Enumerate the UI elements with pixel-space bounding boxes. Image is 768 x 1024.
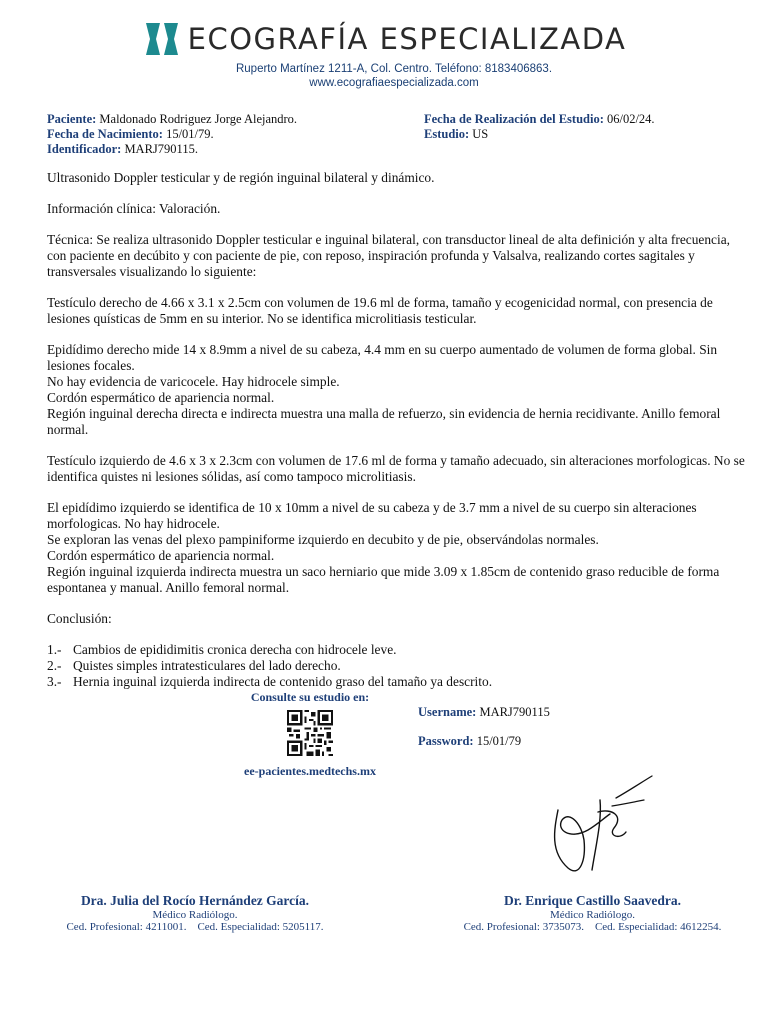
study-date-row	[424, 112, 655, 127]
doctor-name: Dra. Julia del Rocío Hernández García.	[80, 893, 310, 908]
doctor-name: Dr. Enrique Castillo Saavedra.	[504, 893, 681, 908]
conclusion-text: Cambios de epididimitis cronica derecha con hidrocele leve.	[73, 642, 397, 657]
brand-row	[0, 16, 768, 62]
patient-name-label: Paciente:	[47, 112, 97, 126]
right-testicle-finding: Testículo derecho de 4.66 x 3.1 x 2.5cm con volumen de 19.6 ml de forma, tamaño y ecogenicidad normal, con presencia de lesiones quísticas de 5mm en su interior. No se identifica microlitiasis testicular.	[47, 295, 713, 326]
right-cord: Cordón espermático de apariencia normal.	[47, 390, 275, 405]
brand-address: Ruperto Martínez 1211-A, Col. Centro. Teléfono: 8183406863.	[235, 63, 553, 75]
left-cord: Cordón espermático de apariencia normal.	[47, 548, 275, 563]
left-inguinal: Región inguinal izquierda indirecta muestra un saco herniario que mide 3.09 x 1.85cm de contenido graso reducible de forma espontanea y manual. Anillo femoral normal.	[47, 564, 720, 595]
doctor-signature-left	[30, 892, 360, 933]
study-type-row	[424, 127, 655, 142]
password-value: 15/01/79	[476, 734, 522, 748]
patient-name: Maldonado Rodriguez Jorge Alejandro.	[99, 112, 298, 126]
doctor-role: Médico Radiólogo.	[152, 909, 238, 921]
list-item	[47, 642, 747, 658]
patient-dob-row	[47, 127, 297, 142]
conclusion-text: Hernia inguinal izquierda indirecta de contenido graso del tamaño ya descrito.	[73, 674, 493, 689]
patient-info-right	[424, 112, 655, 142]
right-inguinal: Región inguinal derecha directa e indirecta muestra una malla de refuerzo, sin evidencia de hernia recidivante. Anillo femoral normal.	[47, 406, 721, 437]
study-type-label: Estudio:	[424, 127, 470, 141]
password-row	[418, 734, 550, 749]
report-title: Ultrasonido Doppler testicular y de región inguinal bilateral y dinámico.	[47, 170, 435, 185]
conclusion-number: 3.-	[47, 674, 62, 689]
right-side-findings	[47, 342, 747, 438]
right-epididymis: Epidídimo derecho mide 14 x 8.9mm a nivel de su cabeza, 4.4 mm en su cuerpo aumentado de volumen de forma global. Sin lesiones focales.	[47, 342, 718, 373]
list-item	[47, 658, 747, 674]
left-epididymis: El epidídimo izquierdo se identifica de 10 x 10mm a nivel de su cabeza y de 3.7 mm a nivel de su cuerpo sin alteraciones morfologicas. No hay hidrocele.	[47, 500, 697, 531]
consult-block	[220, 690, 400, 779]
left-testicle-finding: Testículo izquierdo de 4.6 x 3 x 2.3cm con volumen de 17.6 ml de forma y tamaño adecuado, sin alteraciones morfologicas. No se identifica quistes ni lesiones sólidas, así como tampoco microlitiasis.	[47, 453, 745, 484]
conclusion-heading: Conclusión:	[47, 611, 112, 626]
conclusion-number: 2.-	[47, 658, 62, 673]
username-value: MARJ790115	[479, 705, 550, 719]
left-side-findings	[47, 500, 747, 596]
patient-id-label: Identificador:	[47, 142, 122, 156]
clinical-info: Información clínica: Valoración.	[47, 201, 221, 216]
patient-dob-label: Fecha de Nacimiento:	[47, 127, 163, 141]
password-label: Password:	[418, 734, 474, 748]
study-date-label: Fecha de Realización del Estudio:	[424, 112, 604, 126]
doctor-signature-right	[425, 892, 760, 933]
patient-id: MARJ790115.	[124, 142, 198, 156]
brand-logo-icon	[142, 19, 182, 59]
list-item	[47, 674, 747, 690]
study-date: 06/02/24.	[606, 112, 655, 126]
patient-info-left	[47, 112, 297, 157]
credentials	[418, 705, 550, 763]
technique: Técnica: Se realiza ultrasonido Doppler testicular e inguinal bilateral, con transductor lineal de alta definición y alta frecuencia, con paciente en decúbito y con paciente de pie, con reposo, inspiración profunda y Valsalva, realizando cortes sagitales y transversales visualizando lo siguiente:	[47, 232, 731, 279]
right-varicocele: No hay evidencia de varicocele. Hay hidrocele simple.	[47, 374, 340, 389]
letterhead	[0, 16, 768, 90]
report-body	[47, 170, 747, 690]
patient-id-row	[47, 142, 297, 157]
conclusion-number: 1.-	[47, 642, 62, 657]
username-label: Username:	[418, 705, 477, 719]
study-type: US	[472, 127, 489, 141]
brand-name: ECOGRAFÍA ESPECIALIZADA	[187, 22, 627, 56]
consult-label: Consulte su estudio en:	[250, 690, 370, 704]
consult-url[interactable]: ee-pacientes.medtechs.mx	[244, 764, 376, 778]
doctor-role: Médico Radiólogo.	[550, 909, 635, 921]
left-pampiniform: Se exploran las venas del plexo pampiniforme izquierdo en decubito y de pie, observándolas normales.	[47, 532, 599, 547]
doctor-credentials: Ced. Profesional: 3735073. Ced. Especialidad: 4612254.	[463, 921, 722, 933]
patient-dob: 15/01/79.	[166, 127, 214, 141]
conclusion-list	[47, 642, 747, 690]
username-row	[418, 705, 550, 720]
brand-website[interactable]: www.ecografiaespecializada.com	[309, 77, 479, 89]
patient-name-row	[47, 112, 297, 127]
signature-icon	[540, 770, 660, 885]
conclusion-text: Quistes simples intratesticulares del lado derecho.	[73, 658, 341, 673]
qr-code-icon[interactable]	[287, 710, 333, 756]
doctor-credentials: Ced. Profesional: 4211001. Ced. Especialidad: 5205117.	[66, 921, 324, 933]
